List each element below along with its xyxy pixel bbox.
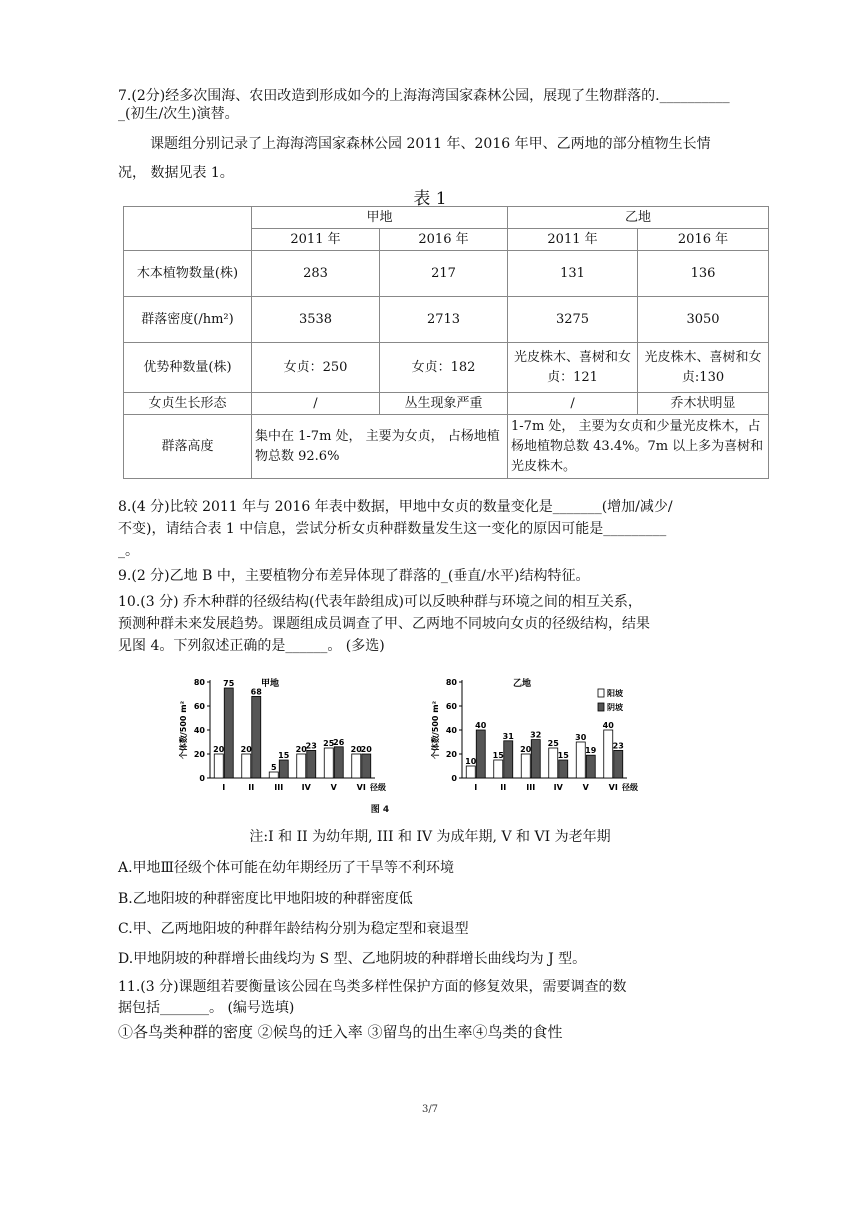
table-cell: 乔木状明显	[638, 393, 769, 415]
bar-value-label: 30	[575, 733, 587, 742]
bar-sunny	[604, 730, 613, 778]
table-row	[124, 393, 769, 415]
table-cell: /	[508, 393, 638, 415]
row-label: 木本植物数量(株)	[124, 251, 252, 297]
bar-sunny	[297, 754, 306, 778]
y-tick-label: 40	[193, 726, 205, 735]
option-a: A.甲地Ⅲ径级个体可能在幼年期经历了干旱等不利环境	[118, 860, 455, 876]
figure-caption: 图 4	[370, 805, 390, 815]
bar-sunny	[521, 754, 530, 778]
q11-line1: 11.(3 分)课题组若要衡量该公园在鸟类多样性保护方面的修复效果，需要调查的数	[118, 979, 627, 995]
year-header: 2016 年	[380, 229, 508, 251]
bar-sunny	[466, 766, 475, 778]
table-cell: 283	[252, 251, 380, 297]
y-tick-label: 40	[445, 726, 457, 735]
q9-text: 9.(2 分)乙地 B 中，主要植物分布差异体现了群落的_(垂直/水平)结构特征。	[118, 568, 590, 584]
bar-sunny	[214, 754, 223, 778]
bar-shady	[362, 754, 371, 778]
q7-line2: _(初生/次生)演替。	[118, 106, 239, 122]
q11-line2: 据包括_______。 (编号选填)	[118, 1000, 295, 1016]
x-tick-label: II	[500, 783, 507, 792]
bar-value-label: 32	[530, 730, 542, 740]
year-header: 2011 年	[252, 229, 380, 251]
x-tick-label: IV	[553, 783, 563, 792]
y-tick-label: 20	[445, 750, 457, 759]
bar-value-label: 15	[278, 751, 290, 760]
bar-sunny	[494, 760, 503, 778]
table-cell: 丛生现象严重	[380, 393, 508, 415]
y-tick-label: 60	[193, 702, 205, 711]
page-number: 3/7	[421, 1104, 439, 1115]
option-c: C.甲、乙两地阳坡的种群年龄结构分别为稳定型和衰退型	[118, 921, 469, 937]
bar-sunny	[269, 772, 278, 778]
q8-line3: _。	[118, 543, 139, 559]
bar-value-label: 23	[612, 741, 624, 751]
table-cell: 光皮株木、喜树和女贞:130	[638, 343, 769, 393]
bar-shady	[504, 741, 513, 778]
q10-line1: 10.(3 分) 乔木种群的径级结构(代表年龄组成)可以反映种群与环境之间的相互关系，	[118, 594, 642, 610]
bar-shady	[307, 750, 316, 778]
y-tick-label: 20	[193, 750, 205, 759]
table-cell: 131	[508, 251, 638, 297]
x-tick-label: V	[330, 783, 337, 792]
y-axis-label: 个体数/500 m²	[431, 700, 440, 760]
y-tick-label: 80	[193, 678, 205, 687]
year-header: 2011 年	[508, 229, 638, 251]
chart-site-b	[422, 668, 652, 818]
table-row	[124, 297, 769, 343]
table-cell: 3275	[508, 297, 638, 343]
q10-line2: 预测种群未来发展趋势。课题组成员调查了甲、乙两地不同坡向女贞的径级结构，结果	[118, 616, 650, 632]
table-cell: 217	[380, 251, 508, 297]
bar-value-label: 25	[323, 739, 335, 748]
bar-value-label: 20	[350, 745, 362, 754]
table-cell: 光皮株木、喜树和女贞：121	[508, 343, 638, 393]
x-axis-label: 径级	[622, 783, 638, 792]
bar-sunny	[549, 748, 558, 778]
x-tick-label: I	[474, 783, 478, 792]
table-cell: 3538	[252, 297, 380, 343]
row-label: 群落密度(/hm²)	[124, 297, 252, 343]
intro-line1: 课题组分别记录了上海海湾国家森林公园 2011 年、2016 年甲、乙两地的部分植物生长情	[150, 136, 711, 152]
bar-shady	[531, 740, 540, 778]
table-cell: /	[252, 393, 380, 415]
bar-shady	[614, 750, 623, 778]
y-tick-label: 0	[199, 774, 205, 783]
legend-label: 阴坡	[607, 703, 623, 712]
bar-value-label: 75	[223, 679, 235, 688]
bar-shady	[334, 747, 343, 778]
bar-value-label: 23	[305, 741, 317, 751]
bar-value-label: 40	[602, 721, 614, 730]
bar-value-label: 20	[240, 745, 252, 754]
chart-site-a	[170, 668, 410, 818]
table-row	[124, 251, 769, 297]
x-tick-label: III	[274, 783, 284, 792]
site-a-header: 甲地	[252, 207, 508, 229]
x-tick-label: I	[222, 783, 226, 792]
bar-value-label: 10	[465, 757, 477, 766]
bar-shady	[559, 760, 568, 778]
bar-value-label: 5	[270, 763, 277, 772]
table-row	[124, 343, 769, 393]
site-b-header: 乙地	[508, 207, 769, 229]
y-tick-label: 60	[445, 702, 457, 711]
chart-title: 甲地	[260, 679, 280, 689]
x-axis-label: 径级	[370, 783, 386, 792]
bar-shady	[279, 760, 288, 778]
bar-value-label: 31	[502, 731, 514, 741]
table-cell: 女贞：182	[380, 343, 508, 393]
q8-line1: 8.(4 分)比较 2011 年与 2016 年表中数据，甲地中女贞的数量变化是_______(增加/减少/	[118, 499, 673, 515]
table-cell: 1-7m 处， 主要为女贞和少量光皮株木，占杨地植物总数 43.4%。7m 以上多为喜树和光皮株木。	[508, 415, 769, 479]
row-label: 优势种数量(株)	[124, 343, 252, 393]
bar-shady	[586, 755, 595, 778]
table-corner-cell	[124, 207, 252, 251]
bar-value-label: 20	[295, 745, 307, 754]
intro-line2: 况， 数据见表 1。	[118, 165, 234, 181]
legend-swatch	[598, 703, 604, 711]
year-header: 2016 年	[638, 229, 769, 251]
q7-line1: 7.(2分)经多次围海、农田改造到形成如今的上海海湾国家森林公园，展现了生物群落的.__________	[118, 88, 730, 104]
legend-swatch	[598, 689, 604, 697]
table-cell: 3050	[638, 297, 769, 343]
table-cell: 136	[638, 251, 769, 297]
bar-value-label: 15	[557, 751, 569, 760]
x-tick-label: V	[582, 783, 589, 792]
bar-value-label: 20	[360, 745, 372, 754]
table-title: 表 1	[413, 189, 447, 209]
q10-line3: 见图 4。下列叙述正确的是______。 (多选)	[118, 638, 385, 654]
x-tick-label: VI	[356, 783, 366, 792]
bar-shady	[224, 688, 233, 778]
y-tick-label: 80	[445, 678, 457, 687]
option-d: D.甲地阴坡的种群增长曲线均为 S 型、乙地阴坡的种群增长曲线均为 J 型。	[118, 951, 587, 967]
bar-value-label: 15	[492, 751, 504, 760]
table-cell: 女贞：250	[252, 343, 380, 393]
bar-value-label: 40	[475, 721, 487, 730]
bar-value-label: 68	[250, 687, 262, 697]
legend-label: 阳坡	[607, 689, 623, 698]
bar-value-label: 19	[585, 746, 597, 756]
table-row	[124, 415, 769, 479]
bar-sunny	[324, 748, 333, 778]
x-tick-label: III	[526, 783, 536, 792]
table-cell: 2713	[380, 297, 508, 343]
figure-note: 注:I 和 II 为幼年期, III 和 IV 为成年期, V 和 VI 为老年期	[249, 829, 611, 845]
chart-title: 乙地	[512, 679, 532, 689]
x-tick-label: IV	[301, 783, 311, 792]
table-header-row-site	[124, 207, 769, 229]
bar-sunny	[576, 742, 585, 778]
bar-value-label: 25	[547, 739, 559, 748]
bar-value-label: 26	[333, 737, 345, 747]
bar-value-label: 20	[213, 745, 225, 754]
y-axis-label: 个体数/500 m²	[179, 700, 188, 760]
bar-shady	[252, 696, 261, 778]
y-tick-label: 0	[451, 774, 457, 783]
row-label: 女贞生长形态	[124, 393, 252, 415]
option-b: B.乙地阳坡的种群密度比甲地阳坡的种群密度低	[118, 891, 413, 907]
table-cell: 集中在 1-7m 处， 主要为女贞， 占杨地植物总数 92.6%	[252, 415, 508, 479]
bar-sunny	[352, 754, 361, 778]
q11-line3: ①各鸟类种群的密度 ②候鸟的迁入率 ③留鸟的出生率④鸟类的食性	[118, 1023, 563, 1041]
x-tick-label: VI	[608, 783, 618, 792]
bar-shady	[476, 730, 485, 778]
data-table	[123, 206, 769, 479]
bar-sunny	[242, 754, 251, 778]
q8-line2: 不变)，请结合表 1 中信息，尝试分析女贞种群数量发生这一变化的原因可能是_________	[118, 521, 667, 537]
x-tick-label: II	[248, 783, 255, 792]
bar-value-label: 20	[520, 745, 532, 754]
row-label: 群落高度	[124, 415, 252, 479]
